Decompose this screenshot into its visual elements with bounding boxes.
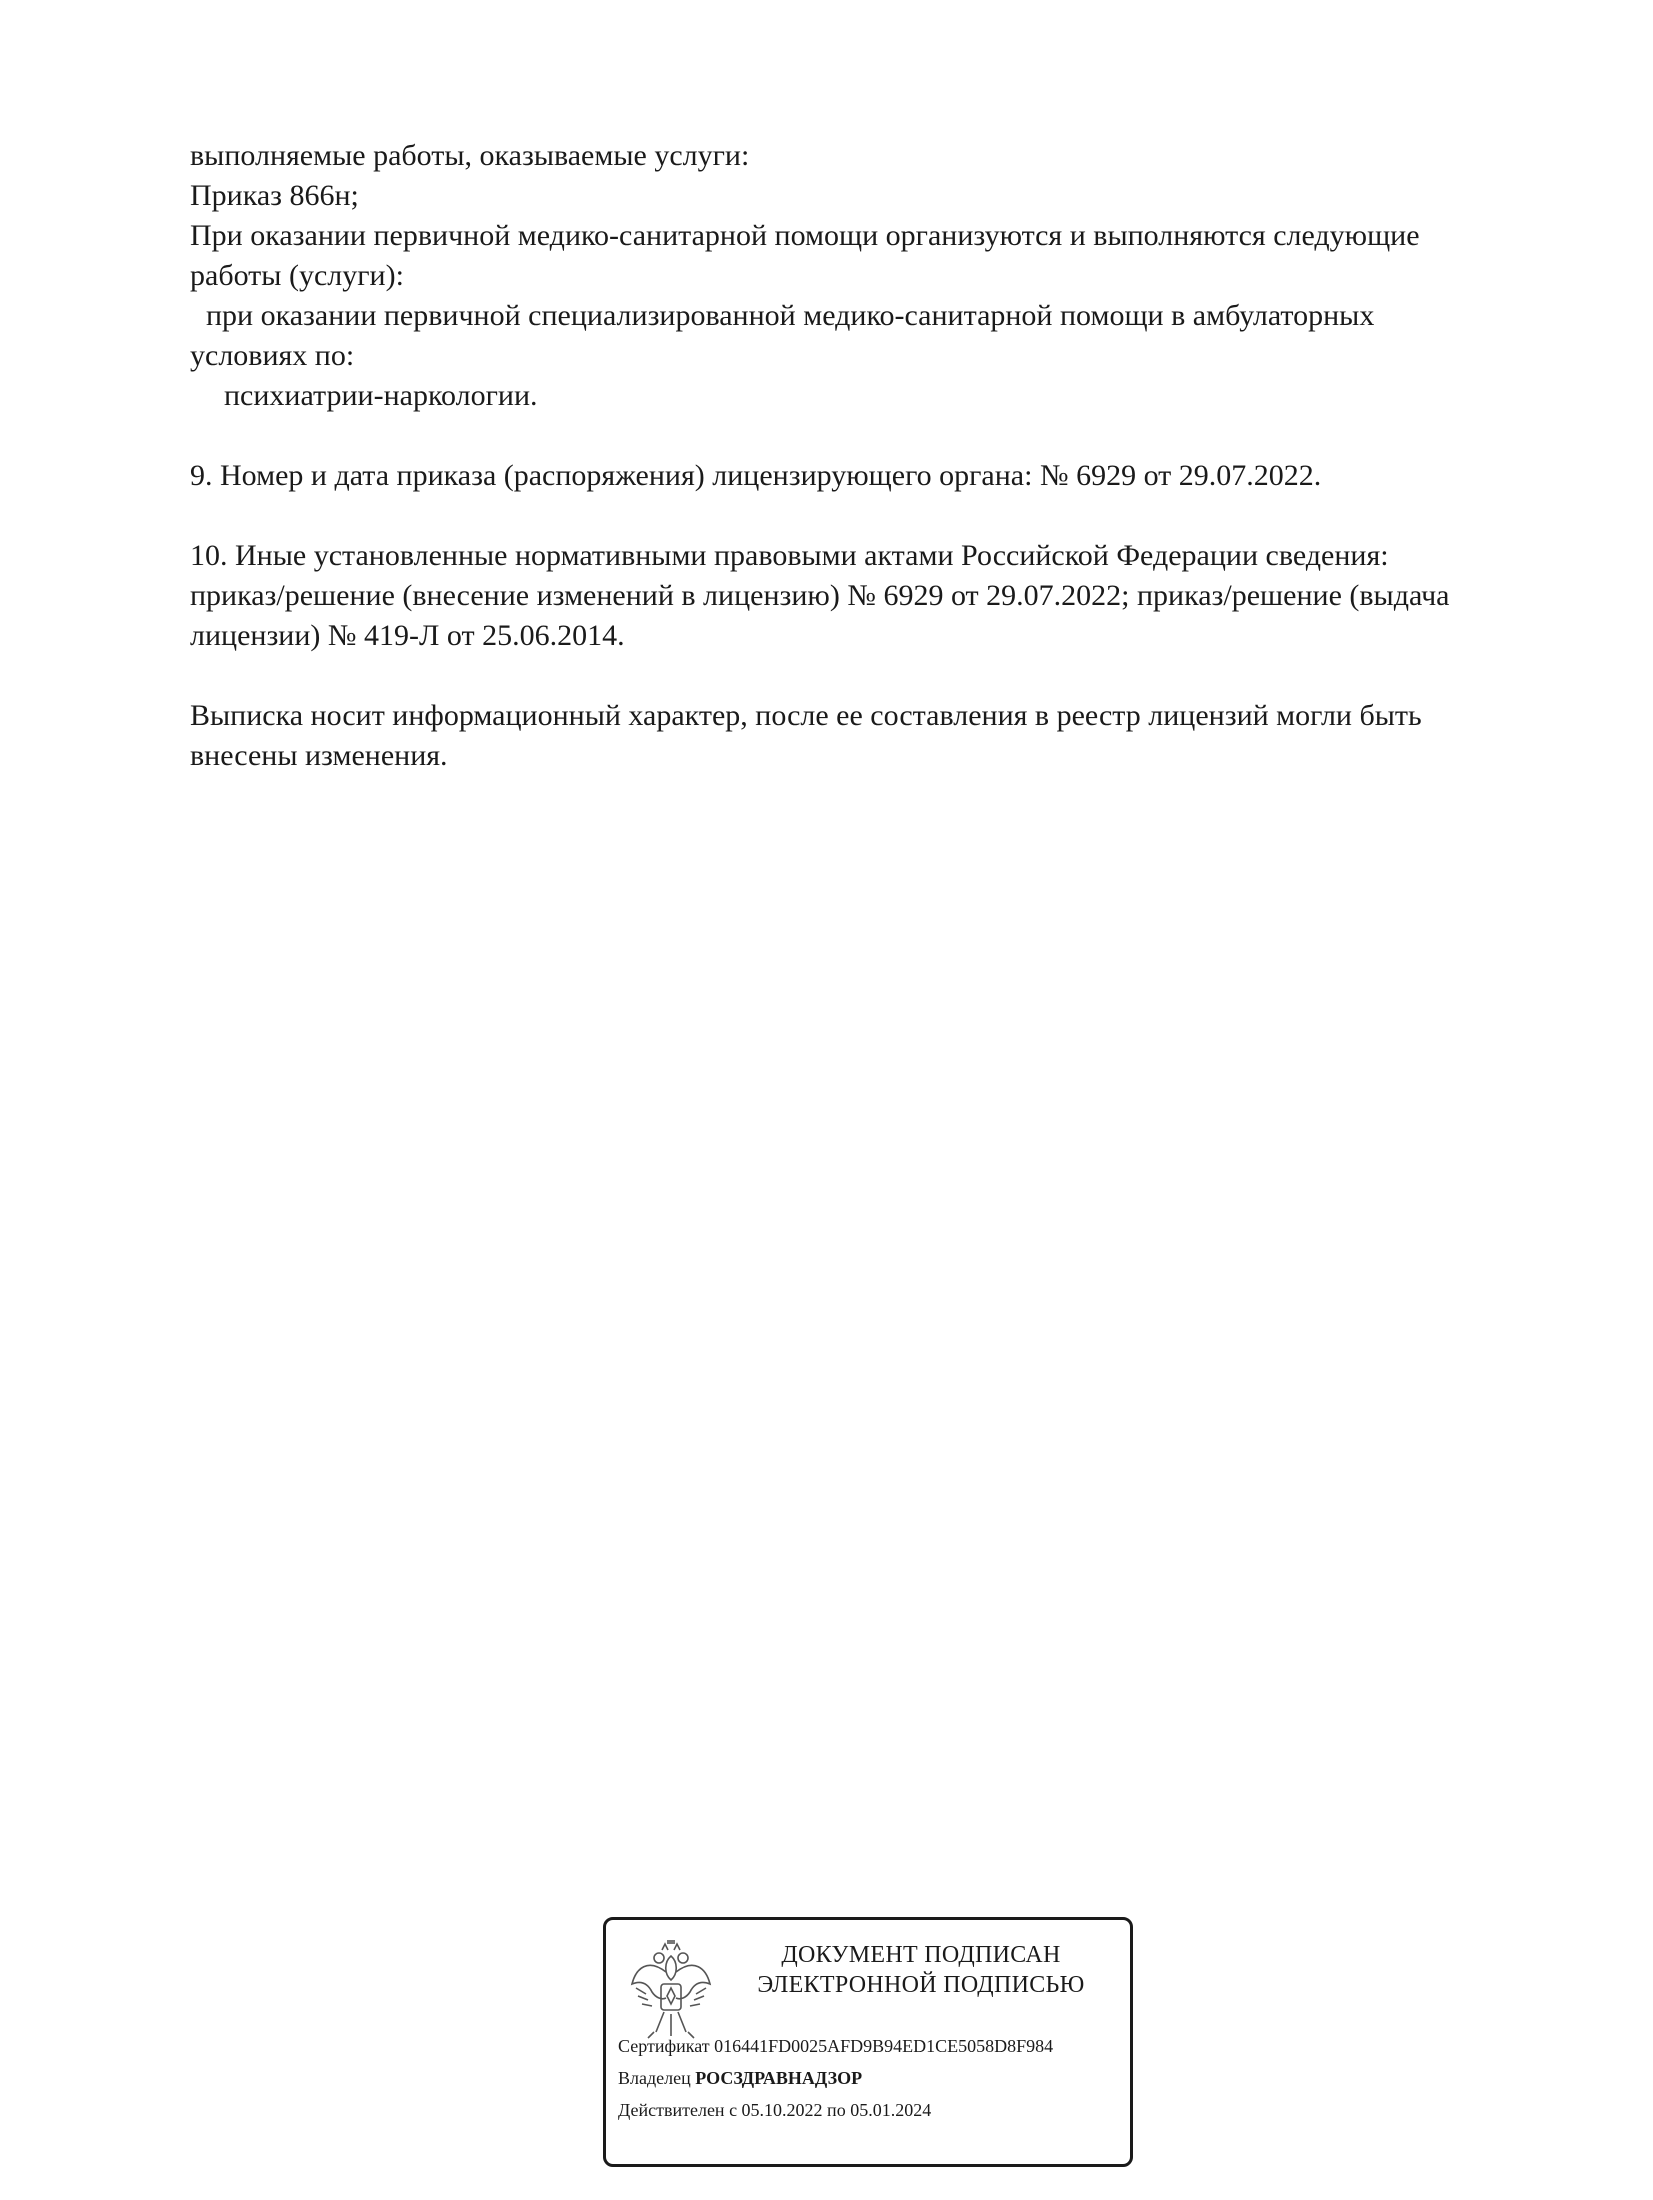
certificate-value: 016441FD0025AFD9B94ED1CE5058D8F984 (714, 2036, 1054, 2056)
document-body (190, 136, 1570, 776)
certificate-label: Сертификат (618, 2036, 710, 2056)
item-10-line: приказ/решение (внесение изменений в лицензию) № 6929 от 29.07.2022; приказ/решение (выдача (190, 579, 1450, 612)
stamp-title-line: ЭЛЕКТРОННОЙ ПОДПИСЬЮ (757, 1972, 1085, 1998)
note-line: внесены изменения. (190, 739, 448, 772)
owner-line (618, 2067, 862, 2089)
item-9-line: 9. Номер и дата приказа (распоряжения) лицензирующего органа: № 6929 от 29.07.2022. (190, 459, 1322, 492)
text-line: работы (услуги): (190, 259, 404, 292)
text-line: выполняемые работы, оказываемые услуги: (190, 139, 750, 172)
stamp-title-line: ДОКУМЕНТ ПОДПИСАН (781, 1942, 1061, 1968)
coat-of-arms-icon (626, 1936, 716, 2046)
owner-label: Владелец (618, 2068, 691, 2088)
owner-value: РОСЗДРАВНАДЗОР (695, 2068, 863, 2088)
text-line: при оказании первичной специализированной медико-санитарной помощи в амбулаторных (206, 299, 1375, 332)
text-line: При оказании первичной медико-санитарной помощи организуются и выполняются следующие (190, 219, 1420, 252)
electronic-signature-stamp (603, 1917, 1133, 2167)
text-line: психиатрии-наркологии. (224, 379, 538, 412)
text-line: условиях по: (190, 339, 355, 372)
item-10-line: лицензии) № 419-Л от 25.06.2014. (190, 619, 625, 652)
certificate-line (618, 2035, 1053, 2057)
text-line: Приказ 866н; (190, 179, 359, 212)
note-line: Выписка носит информационный характер, после ее составления в реестр лицензий могли быть (190, 699, 1422, 732)
validity-line: Действителен с 05.10.2022 по 05.01.2024 (618, 2100, 932, 2120)
item-10-line: 10. Иные установленные нормативными правовыми актами Российской Федерации сведения: (190, 539, 1389, 572)
